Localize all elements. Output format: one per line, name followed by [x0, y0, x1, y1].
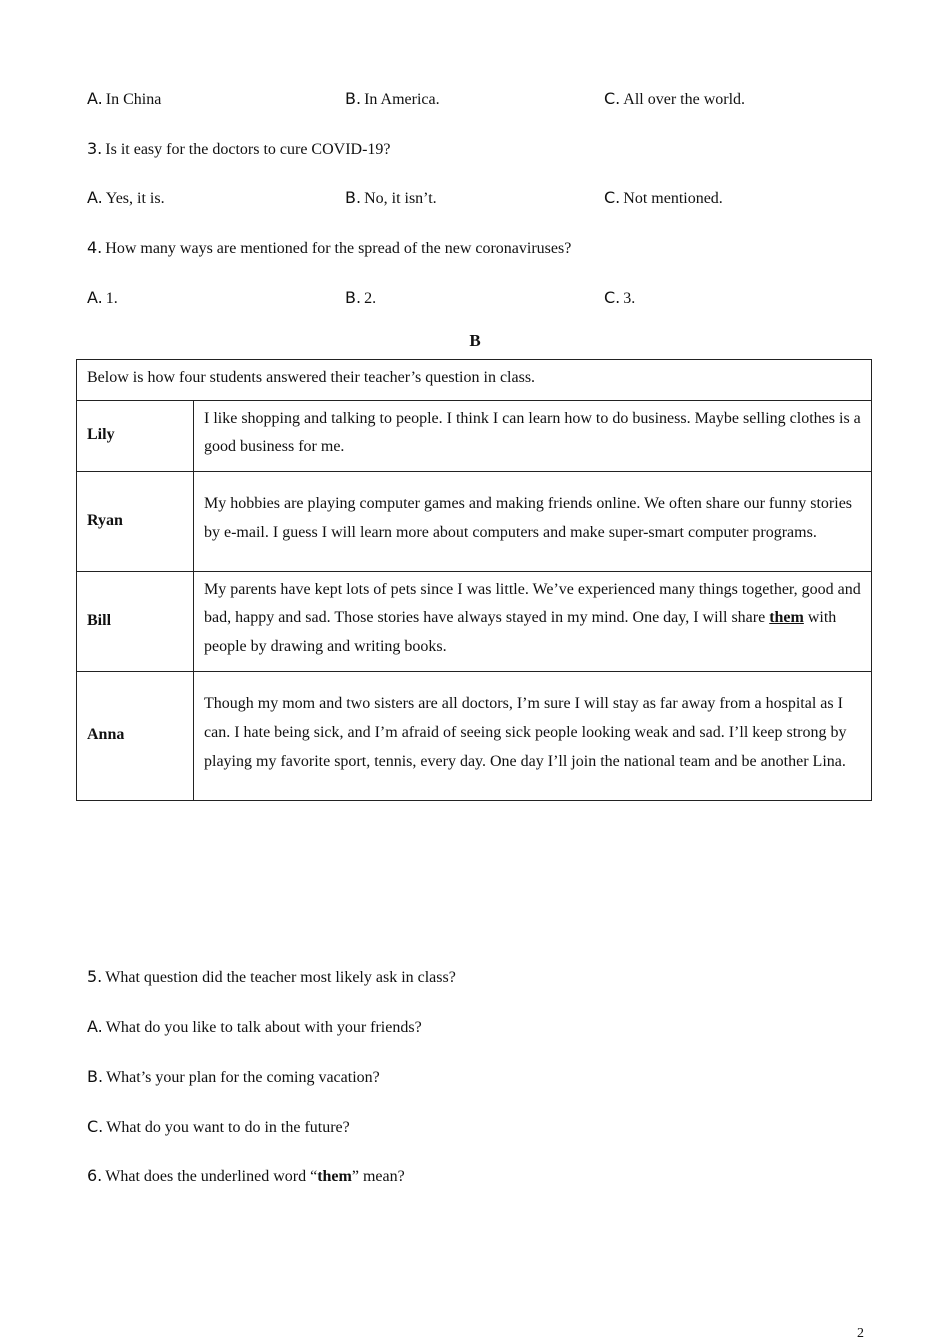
table-row [77, 471, 872, 571]
page-number: 2 [857, 1326, 864, 1341]
student-answer: Though my mom and two sisters are all doctors, I’m sure I will stay as far away from a hospital as I can. I hate being sick, and I’m afraid of seeing sick people looking weak and sad. I’ll keep strong by playing my favorite sport, tennis, every day. One day I’ll join the national team and be another Lina. [194, 671, 872, 800]
student-name: Bill [77, 571, 194, 671]
student-answer: My hobbies are playing computer games and making friends online. We often share our funny stories by e-mail. I guess I will learn more about computers and make super-smart computer programs. [194, 471, 872, 571]
q4-option-a: A. 1. [87, 288, 118, 307]
question-3: 3. Is it easy for the doctors to cure COVID-19? [87, 139, 391, 158]
q4-option-c: C. 3. [604, 288, 636, 307]
table-intro: Below is how four students answered their teacher’s question in class. [77, 360, 872, 401]
student-name: Lily [77, 400, 194, 471]
q3-option-b: B. No, it isn’t. [345, 188, 437, 207]
student-name: Ryan [77, 471, 194, 571]
table-row [77, 671, 872, 800]
table-row [77, 400, 872, 471]
q2-option-a: A. In China [87, 89, 162, 108]
q5-option-c: C. What do you want to do in the future? [87, 1117, 350, 1136]
student-answer: My parents have kept lots of pets since I was little. We’ve experienced many things together, good and bad, happy and sad. Those stories have always stayed in my mind. One day, I will share them with people by drawing and writing books. [194, 571, 872, 671]
q3-option-a: A. Yes, it is. [87, 188, 165, 207]
q4-option-b: B. 2. [345, 288, 377, 307]
underlined-word: them [769, 609, 804, 627]
q5-option-b: B. What’s your plan for the coming vacation? [87, 1067, 380, 1086]
passage-table [76, 359, 872, 801]
question-4: 4. How many ways are mentioned for the spread of the new coronaviruses? [87, 238, 572, 257]
q2-option-c: C. All over the world. [604, 89, 746, 108]
table-intro-row [77, 360, 872, 401]
q5-option-a: A. What do you like to talk about with your friends? [87, 1017, 422, 1036]
section-b-heading: B [469, 331, 481, 350]
question-5: 5. What question did the teacher most likely ask in class? [87, 967, 456, 986]
question-6: 6. What does the underlined word “them” mean? [87, 1166, 405, 1185]
student-name: Anna [77, 671, 194, 800]
student-answer: I like shopping and talking to people. I think I can learn how to do business. Maybe selling clothes is a good business for me. [194, 400, 872, 471]
q2-option-b: B. In America. [345, 89, 440, 108]
table-row [77, 571, 872, 671]
q3-option-c: C. Not mentioned. [604, 188, 723, 207]
